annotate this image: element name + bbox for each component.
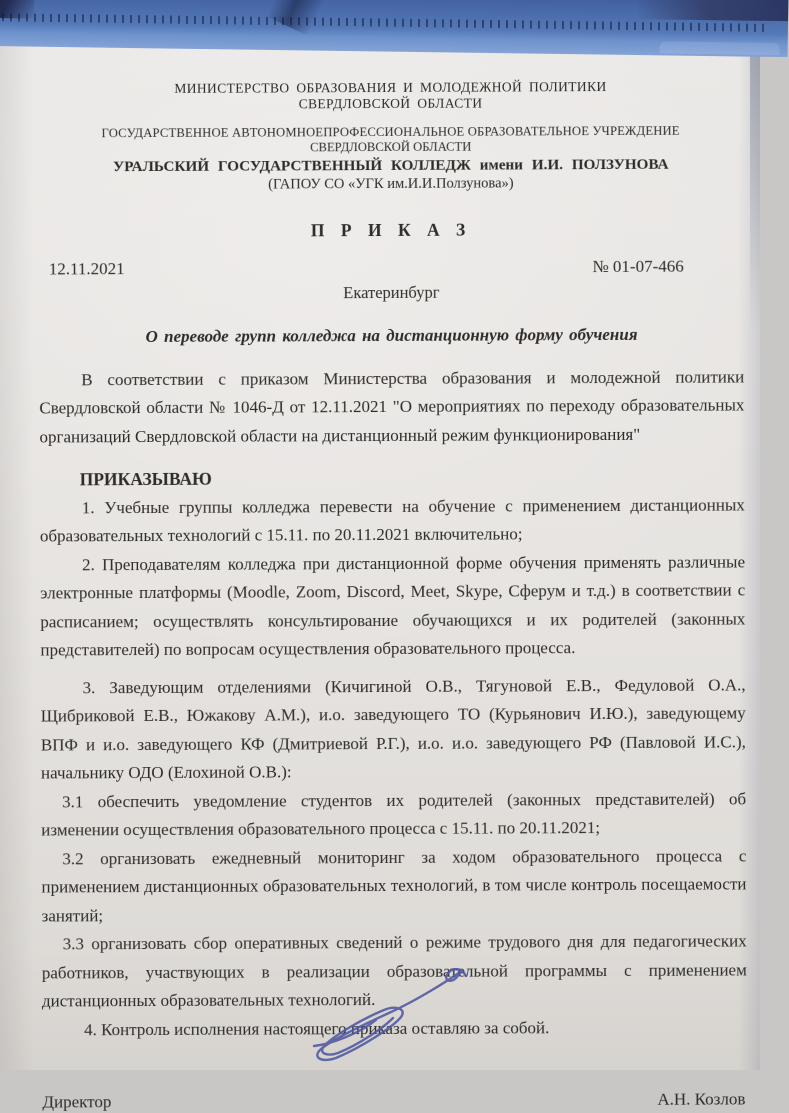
paper-sheet — [0, 34, 760, 1112]
institution-region-line: СВЕРДЛОВСКОЙ ОБЛАСТИ — [310, 139, 472, 155]
letterhead — [38, 78, 743, 194]
order-subject: О переводе групп колледжа на дистанционную форму обучения — [145, 324, 638, 346]
order-number: № 01-07-466 — [592, 256, 684, 276]
date-number-row — [39, 256, 744, 279]
binder-corner-right — [638, 0, 788, 21]
order-item-3-2: 3.2 организовать ежедневный мониторинг за ходом образовательного процесса с применением дистанционных образовательных технологий, в том числе контроль посещаемости занятий; — [41, 846, 747, 926]
order-item-3: 3. Заведующим отделениями (Кичигиной О.В., Тягуновой Е.В., Федуловой О.А., Щибриковой Е.В., Южакову А.М.), и.о. заведующего ТО (Курьянович И.Ю.), заведующему ВПФ и и.о. заведующего КФ (Дмитриевой Р.Г.), и.о. и.о. заведующего РФ (Павловой И.С.), начальнику ОДО (Елохиной О.В.): — [40, 675, 746, 783]
ministry-name-line1: МИНИСТЕРСТВО ОБРАЗОВАНИЯ И МОЛОДЕЖНОЙ ПОЛИТИКИ — [174, 79, 607, 96]
order-date: 12.11.2021 — [48, 258, 125, 279]
document-content — [0, 32, 762, 1112]
college-name: УРАЛЬСКИЙ ГОСУДАРСТВЕННЫЙ КОЛЛЕДЖ имени И.И. ПОЛЗУНОВА — [113, 155, 669, 175]
college-abbreviation: (ГАПОУ СО «УГК им.И.И.Ползунова») — [268, 174, 514, 192]
order-item-3-1: 3.1 обеспечить уведомление студентов их родителей (законных представителей) об изменении осуществления образовательного процесса с 15.11. по 20.11.2021; — [41, 789, 747, 840]
signer-name: А.Н. Козлов — [657, 1089, 746, 1109]
paper-right-edge-shadow — [750, 34, 760, 334]
order-item-1: 1. Учебные группы колледжа перевести на обучение с применением дистанционных образовательных технологий с 15.11. по 20.11.2021 включительно; — [39, 495, 745, 546]
order-item-2: 2. Преподавателям колледжа при дистанционной форме обучения применять различные электронные платформы (Moodle, Zoom, Discord, Meet, Skype, Сферум и т.д.) в соответствии с расписанием; осуществлять консультирование обучающихся и их родителей (законных представителей) по вопросам осуществления образовательного процесса. — [40, 552, 746, 660]
binder-light-tab — [660, 41, 780, 55]
institution-type-line: ГОСУДАРСТВЕННОЕ АВТОНОМНОЕПРОФЕССИОНАЛЬНОЕ ОБРАЗОВАТЕЛЬНОЕ УЧРЕЖДЕНИЕ — [101, 123, 680, 141]
director-signature-scribble — [288, 954, 478, 1054]
command-word: ПРИКАЗЫВАЮ — [79, 468, 212, 490]
order-item-4: 4. Контроль исполнения настоящего приказа оставляю за собой. — [84, 1017, 550, 1039]
intro-paragraph: В соответствии с приказом Министерства образования и молодежной политики Свердловской области № 1046-Д от 12.11.2021 "О мероприятиях по переходу образовательных организаций Свердловской области на дистанционный режим функционирования" — [39, 367, 745, 447]
city-label: Екатеринбург — [343, 282, 440, 302]
ministry-name-line2: СВЕРДЛОВСКОЙ ОБЛАСТИ — [298, 95, 483, 112]
signature-row — [42, 1090, 747, 1113]
document-type-title: П Р И К А З — [310, 219, 472, 240]
order-item-3-3: 3.3 организовать сбор оперативных сведений о режиме трудового дня для педагогических работников, участвующих в реализации образовательной программы с применением дистанционных образовательных технологий. — [41, 931, 747, 1011]
signer-position: Директор — [42, 1092, 112, 1112]
